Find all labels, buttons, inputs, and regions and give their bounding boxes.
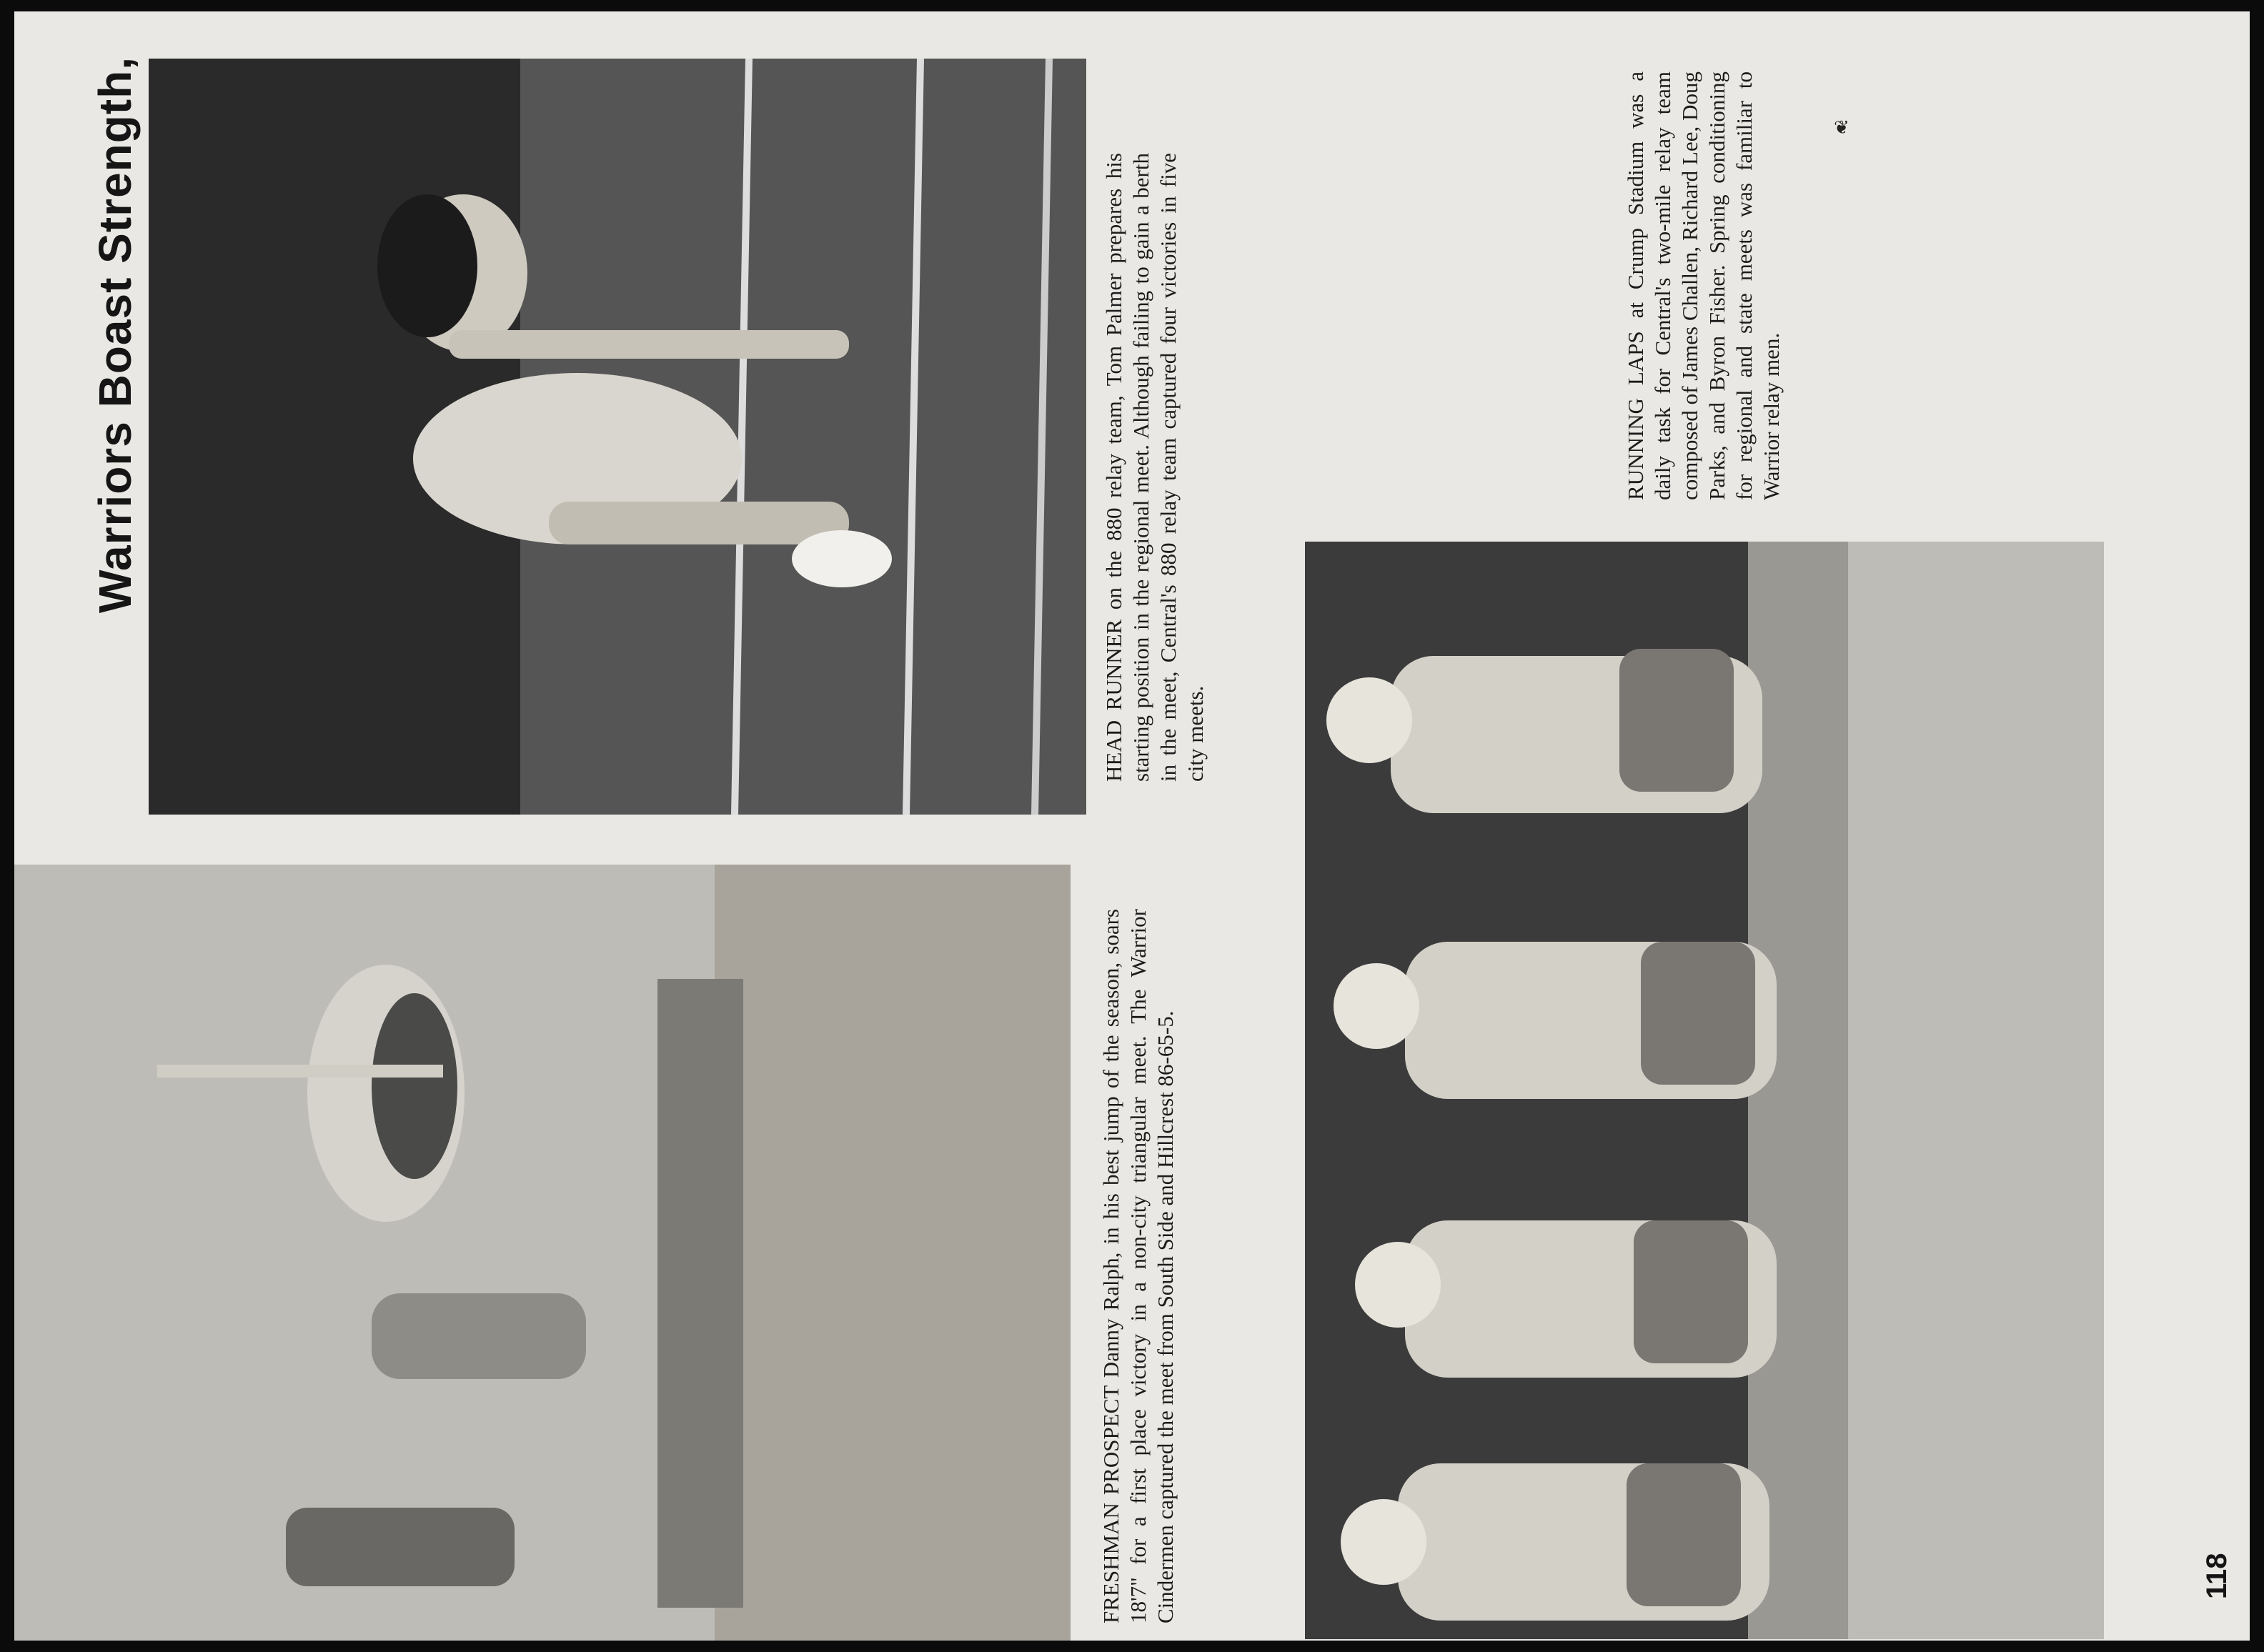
relay-runners-photo (1305, 542, 2104, 1639)
caption-lead: RUNNING LAPS (1623, 331, 1648, 500)
page-number: 118 (2201, 1553, 2233, 1599)
caption-lead: FRESHMAN PROSPECT (1098, 1385, 1123, 1623)
caption-body: on the 880 relay team, Tom Palmer prepares his starting position in the regional meet. Although failing to gain a berth in the meet, Central's 880 relay team captured four victories in five city meets. (1101, 153, 1208, 782)
caption-body: at Crump Stadium was a daily task for Central's two-mile relay team composed of James Challen, Richard Lee, Doug Parks, and Byron Fisher. Spring conditioning for regional and state meets was familiar to Warrior relay men. (1623, 71, 1784, 500)
decorative-mark: ❦ (1834, 117, 1850, 138)
freshman-prospect-caption (1098, 909, 1179, 1623)
yearbook-page (14, 11, 2250, 1641)
caption-body: Danny Ralph, in his best jump of the season, soars 18'7" for a first place victory in a non-city triangular meet. The Warrior Cindermen captured the meet from South Side and Hillcrest 86-65-5. (1098, 909, 1178, 1623)
running-laps-caption (1622, 71, 1785, 500)
long-jumper-photo (14, 865, 1071, 1641)
caption-lead: HEAD RUNNER (1101, 619, 1126, 782)
sprinter-illustration (149, 59, 1086, 815)
sprinter-photo (149, 59, 1086, 815)
long-jumper-illustration (14, 865, 1071, 1641)
relay-runners-illustration (1305, 542, 2104, 1639)
page-title: Warriors Boast Strength, (89, 56, 141, 613)
head-runner-caption (1101, 153, 1209, 782)
